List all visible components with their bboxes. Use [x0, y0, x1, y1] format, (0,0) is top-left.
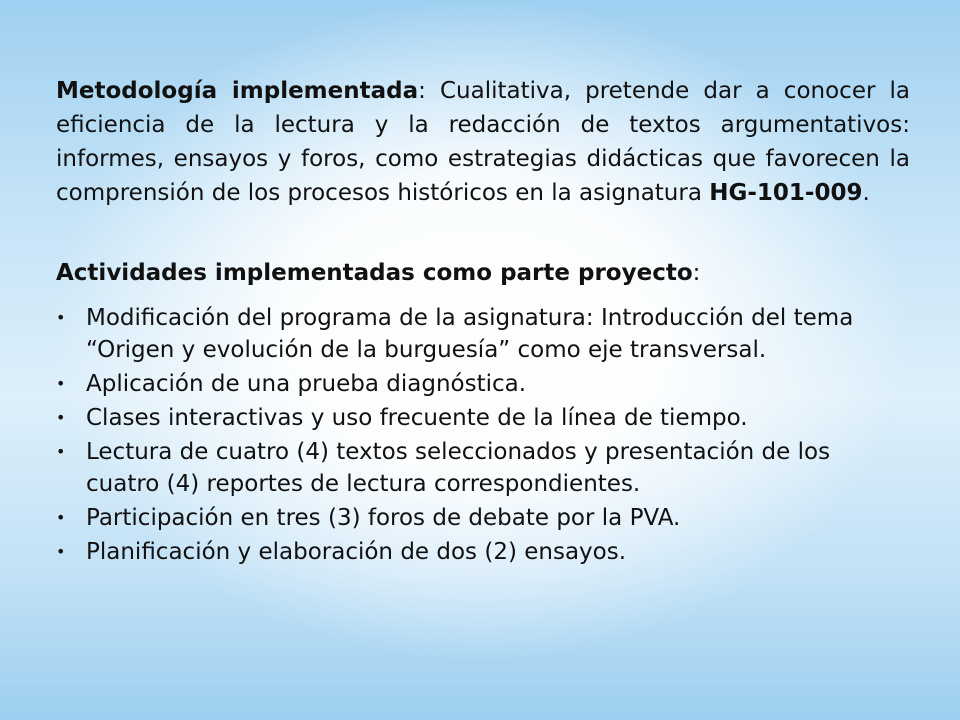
list-item — [56, 302, 856, 366]
methodology-text: Cualitativa, pretende dar a conocer la eficiencia de la lectura y la redacción de textos argumentativos: informes, ensayos y foros, como estrategias didácticas que favorecen la comprensión de los procesos históricos en la asignatura — [56, 78, 910, 206]
bullet-icon: • — [56, 374, 66, 393]
activities-heading-colon: : — [692, 260, 701, 286]
bullet-icon: • — [56, 408, 66, 427]
list-item — [56, 402, 856, 434]
activities-list — [56, 302, 856, 568]
list-item — [56, 368, 856, 400]
list-item-text: Lectura de cuatro (4) textos seleccionados y presentación de los cuatro (4) reportes de lectura correspondientes. — [86, 439, 831, 497]
list-item — [56, 502, 856, 534]
list-item-text: Participación en tres (3) foros de debate por la PVA. — [86, 505, 681, 531]
course-code: HG-101-009 — [709, 180, 863, 206]
methodology-period: . — [862, 180, 870, 206]
activities-heading — [56, 256, 910, 290]
list-item-text: Planificación y elaboración de dos (2) ensayos. — [86, 539, 627, 565]
slide-content — [56, 74, 910, 570]
methodology-colon: : — [418, 78, 426, 104]
list-item — [56, 536, 856, 568]
bullet-icon: • — [56, 542, 66, 561]
bullet-icon: • — [56, 442, 66, 461]
methodology-paragraph — [56, 74, 910, 210]
bullet-icon: • — [56, 308, 66, 327]
methodology-label: Metodología implementada — [56, 78, 419, 104]
list-item-text: Clases interactivas y uso frecuente de la línea de tiempo. — [86, 405, 748, 431]
bullet-icon: • — [56, 508, 66, 527]
activities-heading-text: Actividades implementadas como parte proyecto — [56, 260, 693, 286]
list-item-text: Aplicación de una prueba diagnóstica. — [86, 371, 527, 397]
list-item — [56, 436, 856, 500]
list-item-text: Modificación del programa de la asignatura: Introducción del tema “Origen y evolución de la burguesía” como eje transversal. — [86, 305, 854, 363]
